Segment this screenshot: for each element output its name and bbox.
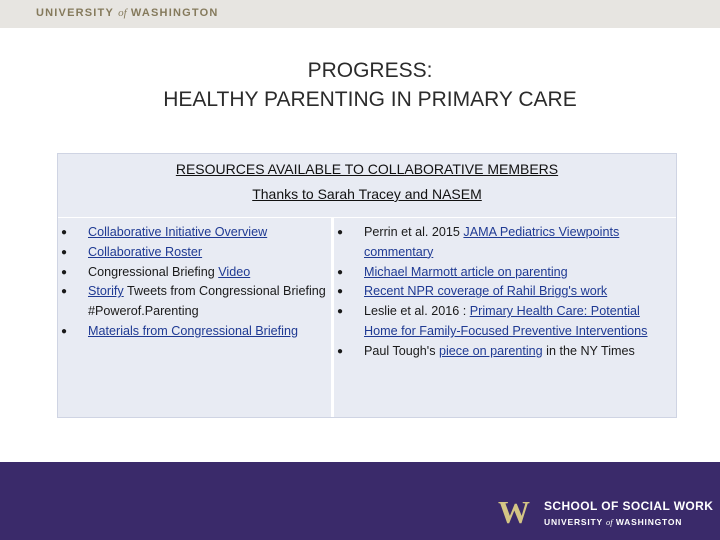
storify-link[interactable]: Storify [88, 284, 124, 299]
marmott-link[interactable]: Michael Marmott article on parenting [364, 264, 568, 279]
uw-w-logo-icon: W [498, 494, 530, 530]
item-text: Paul Tough's [364, 343, 439, 358]
item-text: Perrin et al. 2015 [364, 225, 464, 239]
left-resource-list [58, 223, 328, 342]
list-item [58, 322, 328, 342]
top-banner [0, 0, 720, 28]
list-item [334, 302, 674, 342]
right-column [334, 218, 676, 417]
bullet-icon: ● [61, 325, 68, 337]
slide-title-line2: HEALTHY PARENTING IN PRIMARY CARE [163, 88, 577, 111]
list-item [58, 243, 328, 263]
right-resource-list [334, 223, 674, 362]
bullet-icon: ● [61, 227, 68, 238]
table-header [58, 154, 676, 219]
bullet-icon: ● [337, 345, 344, 357]
nytimes-link[interactable]: piece on parenting [439, 343, 543, 358]
list-item [334, 223, 674, 263]
video-link[interactable]: Video [218, 264, 251, 279]
bullet-icon: ● [337, 286, 344, 298]
uw-wordmark: UNIVERSITY of WASHINGTON [36, 7, 219, 19]
primary-care-link[interactable]: Primary Health Care: Potential Home for Family-Focused Preventive Interventions [364, 304, 648, 338]
bullet-icon: ● [337, 227, 344, 238]
list-item [334, 263, 674, 283]
footer-banner [0, 462, 720, 540]
school-name: SCHOOL OF SOCIAL WORK [544, 499, 714, 513]
materials-link[interactable]: Materials from Congressional Briefing [88, 323, 298, 338]
item-text: in the NY Times [542, 343, 635, 358]
bullet-icon: ● [61, 286, 68, 298]
roster-link[interactable]: Collaborative Roster [88, 244, 203, 259]
bullet-icon: ● [337, 266, 344, 278]
bullet-icon: ● [61, 246, 68, 258]
bullet-icon: ● [61, 266, 68, 278]
left-column [58, 218, 331, 417]
footer-university: UNIVERSITY of WASHINGTON [544, 517, 683, 527]
list-item [58, 263, 328, 283]
npr-link[interactable]: Recent NPR coverage of Rahil Brigg's work [364, 284, 608, 299]
item-text: Leslie et al. 2016 : [364, 304, 470, 319]
item-text: Congressional Briefing [88, 264, 219, 279]
list-item [58, 223, 328, 243]
resources-table [57, 153, 677, 418]
item-text: Tweets from Congressional Briefing #Powerof.Parenting [88, 284, 326, 319]
slide-title [0, 56, 720, 114]
table-subheading: Thanks to Sarah Tracey and NASEM [252, 186, 482, 202]
table-heading: RESOURCES AVAILABLE TO COLLABORATIVE MEMBERS [175, 161, 559, 177]
overview-link[interactable]: Collaborative Initiative Overview [88, 225, 268, 239]
jama-link[interactable]: JAMA Pediatrics Viewpoints commentary [364, 225, 620, 259]
list-item [334, 342, 674, 362]
list-item [334, 282, 674, 302]
bullet-icon: ● [337, 306, 344, 318]
slide-title-line1: PROGRESS: [307, 59, 433, 82]
list-item [58, 282, 328, 322]
